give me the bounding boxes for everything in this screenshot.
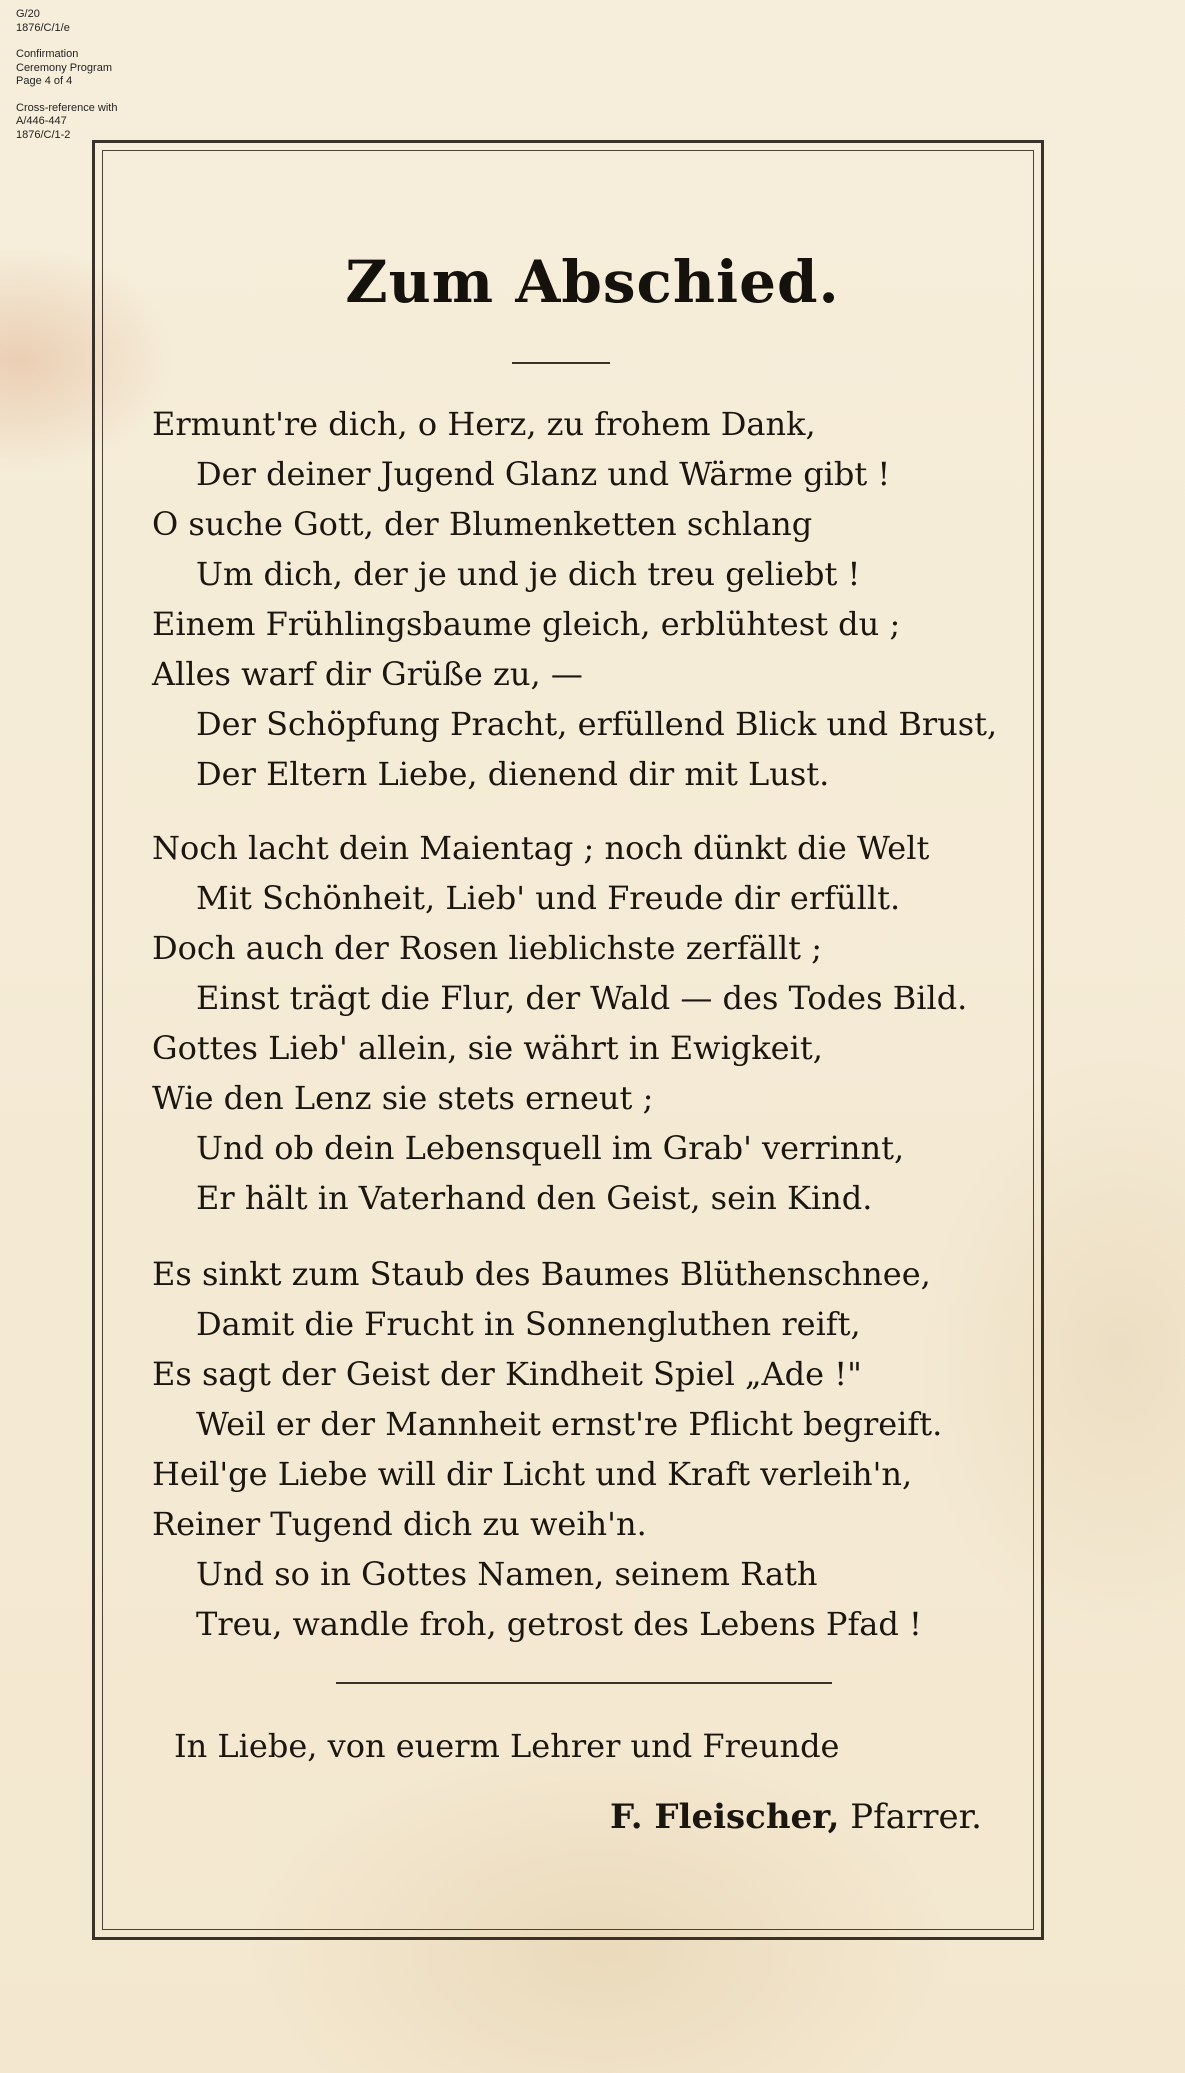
archive-label [16,8,166,142]
archive-code: 1876/C/1/e [16,21,70,34]
archive-crossref: 1876/C/1-2 [16,128,71,141]
poem-line: Einst trägt die Flur, der Wald — des Todes Bild. [196,979,968,1017]
archive-description: Ceremony Program [16,61,112,74]
poem-line: Alles warf dir Grüße zu, — [152,655,583,693]
closing-greeting: In Liebe, von euerm Lehrer und Freunde [174,1727,840,1765]
closing-divider [336,1682,832,1684]
archive-crossref: A/446-447 [16,115,67,127]
poem-line: Weil er der Mannheit ernst're Pflicht begreift. [196,1405,943,1443]
poem-line: Es sagt der Geist der Kindheit Spiel „Ade !" [152,1355,862,1393]
poem-line: Heil'ge Liebe will dir Licht und Kraft verleih'n, [152,1455,913,1493]
poem-line: Der deiner Jugend Glanz und Wärme gibt ! [196,455,891,493]
poem-line: Reiner Tugend dich zu weih'n. [152,1505,647,1543]
archive-crossref: Cross-reference with [16,101,118,114]
poem-line: Damit die Frucht in Sonnengluthen reift, [196,1305,861,1343]
poem-line: Treu, wandle froh, getrost des Lebens Pfad ! [196,1605,922,1643]
signature [610,1796,982,1838]
poem-line: Wie den Lenz sie stets erneut ; [152,1079,654,1117]
poem-line: Gottes Lieb' allein, sie währt in Ewigkeit, [152,1029,823,1067]
poem-title: Zum Abschied. [345,248,840,316]
poem-line: O suche Gott, der Blumenketten schlang [152,505,813,543]
archive-description: Confirmation [16,48,79,60]
poem-line: Der Schöpfung Pracht, erfüllend Blick und Brust, [196,705,998,743]
archive-page-number: Page 4 of 4 [16,75,73,87]
title-divider [512,362,610,364]
poem-line: Doch auch der Rosen lieblichste zerfällt ; [152,929,822,967]
poem-line: Und so in Gottes Namen, seinem Rath [196,1555,818,1593]
poem-line: Mit Schönheit, Lieb' und Freude dir erfüllt. [196,879,901,917]
poem-line: Ermunt're dich, o Herz, zu frohem Dank, [152,405,816,443]
poem-line: Einem Frühlingsbaume gleich, erblühtest du ; [152,605,901,643]
signature-name: F. Fleischer, [610,1797,840,1837]
poem-line: Um dich, der je und je dich treu geliebt ! [196,555,861,593]
poem-line: Der Eltern Liebe, dienend dir mit Lust. [196,755,830,793]
poem-line: Und ob dein Lebensquell im Grab' verrinnt, [196,1129,905,1167]
archive-reference: G/20 [16,8,40,20]
poem-line: Es sinkt zum Staub des Baumes Blüthenschnee, [152,1255,931,1293]
poem-line: Er hält in Vaterhand den Geist, sein Kind. [196,1179,873,1217]
signature-title: Pfarrer. [850,1797,982,1837]
poem-line: Noch lacht dein Maientag ; noch dünkt die Welt [152,829,930,867]
